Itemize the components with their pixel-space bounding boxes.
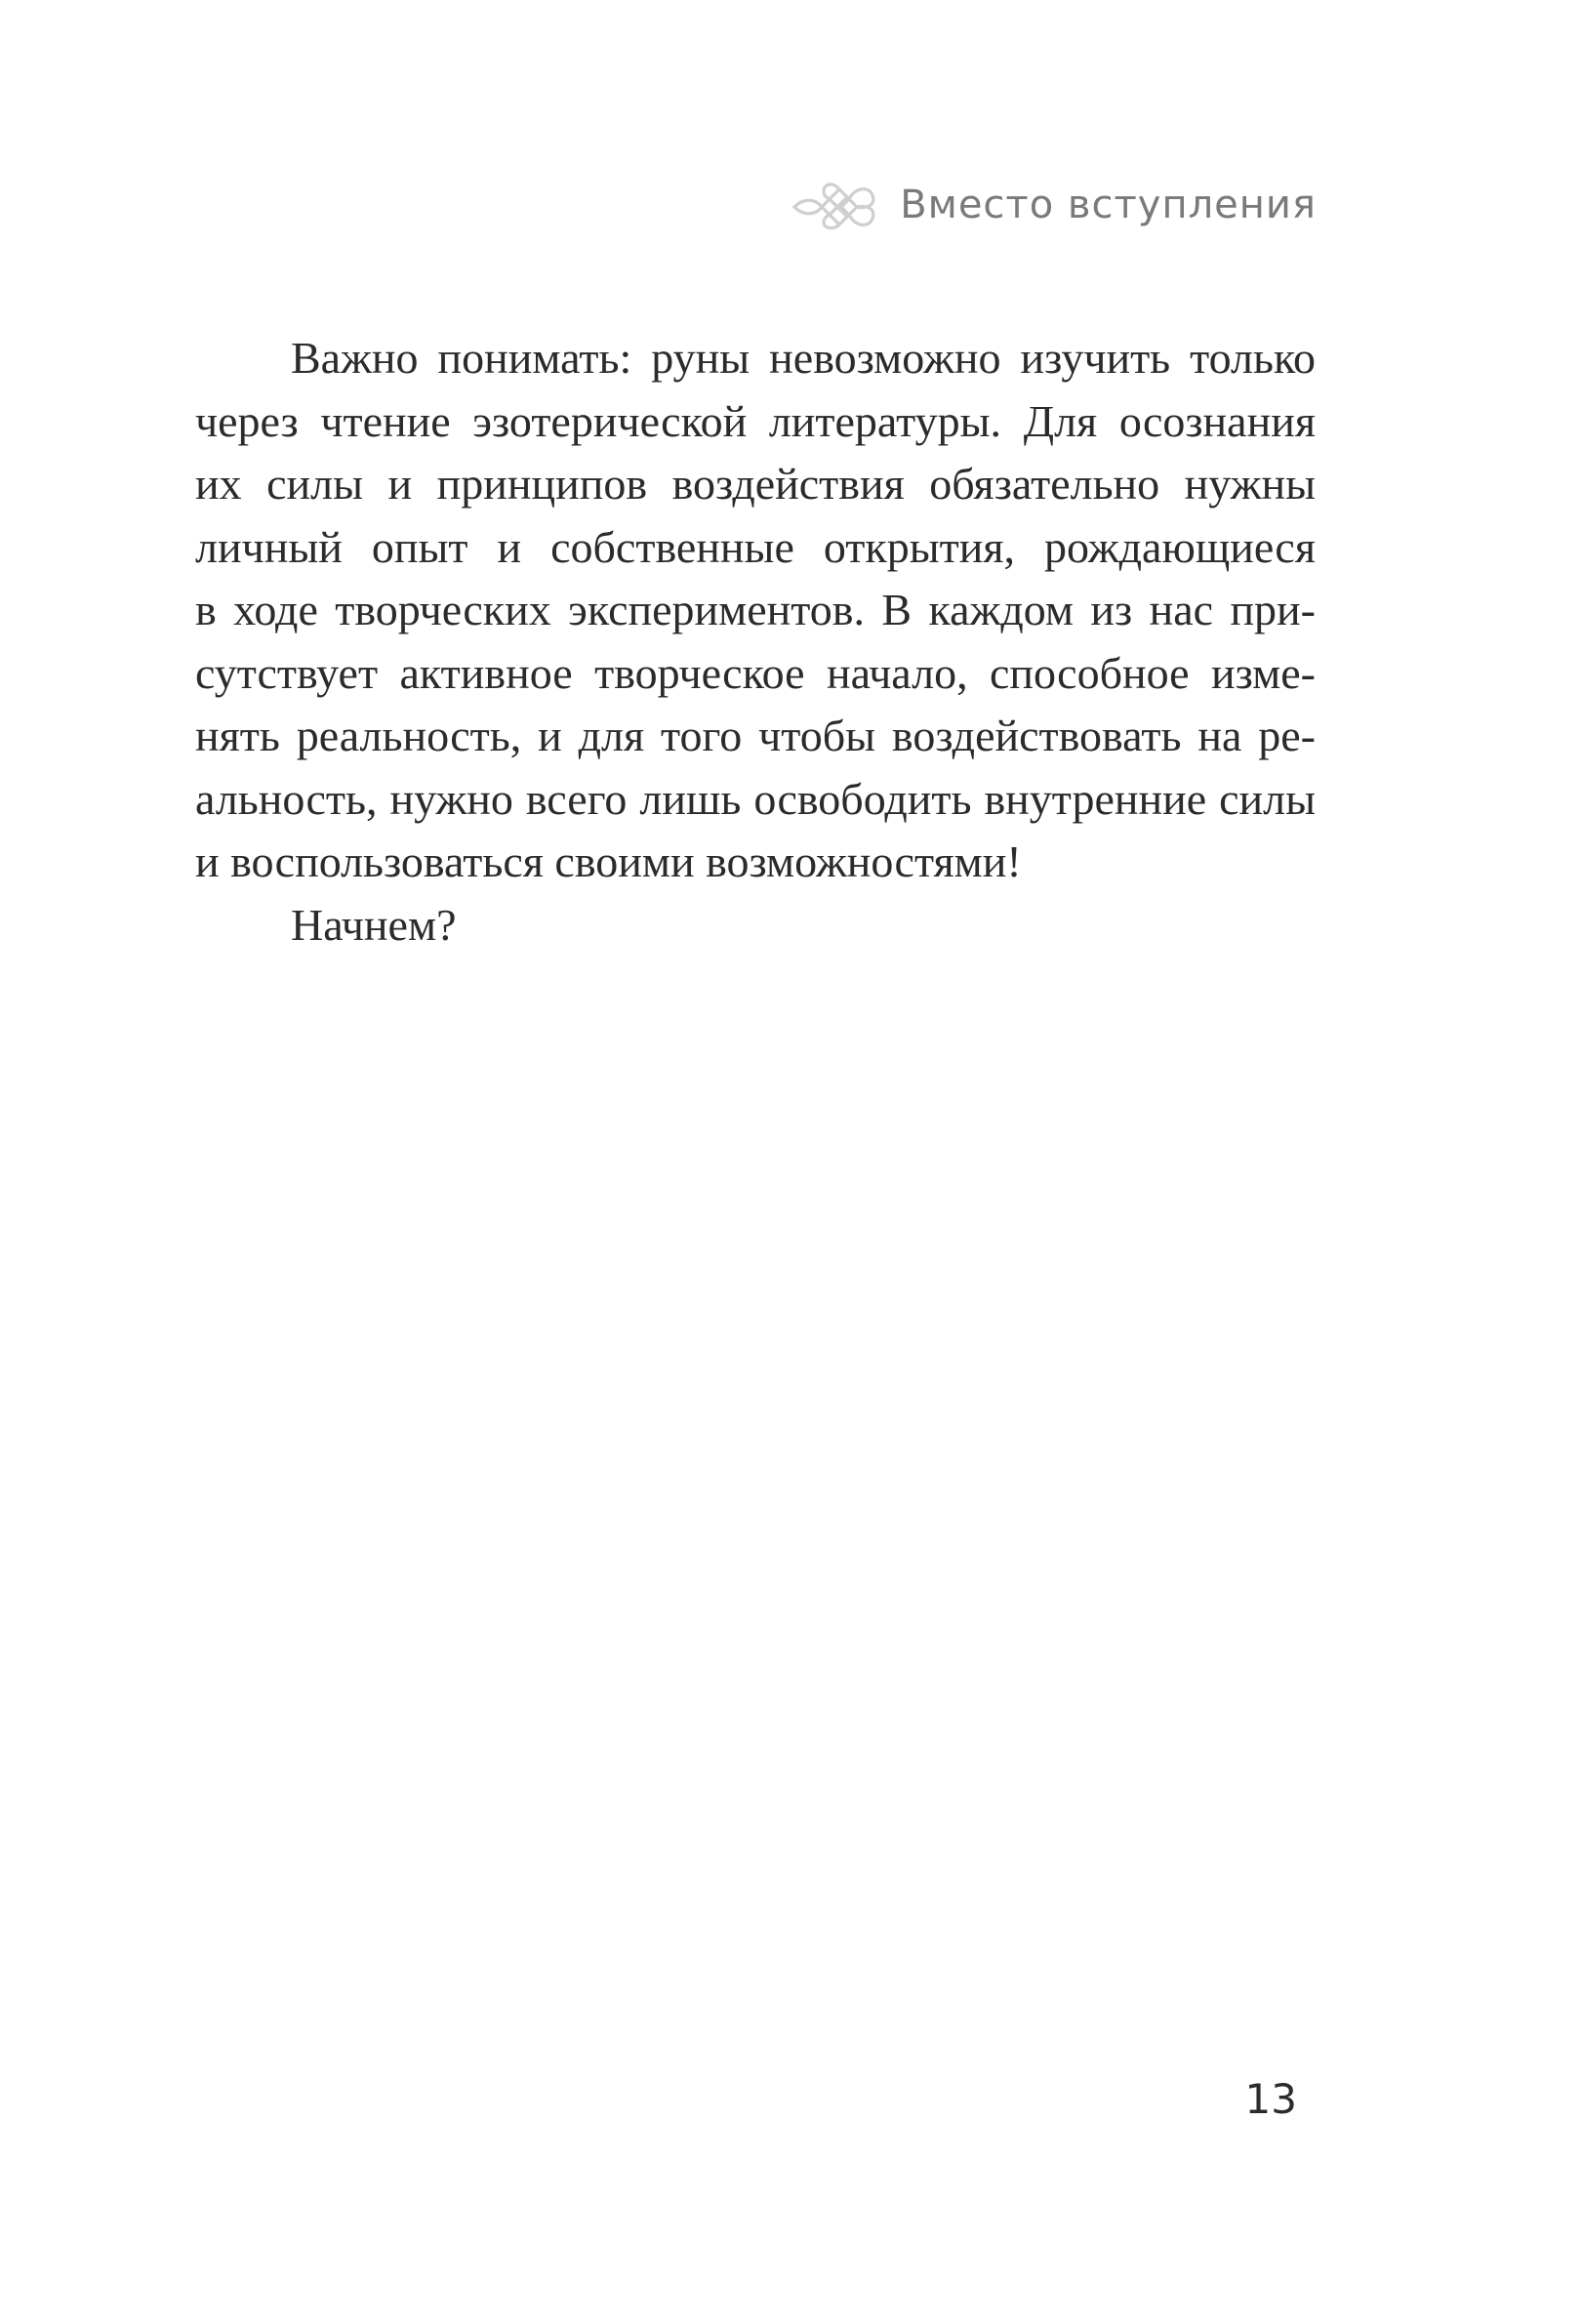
- text-line: альность, нужно всего лишь освободить внутренние силы: [195, 773, 1316, 824]
- text-line: их силы и принципов воздействия обязательно нужны: [195, 459, 1316, 509]
- text-line: и воспользоваться своими возможностями!: [195, 836, 1022, 886]
- text-line: Важно понимать: руны невозможно изучить только: [291, 333, 1316, 383]
- body-text: [195, 327, 1316, 957]
- paragraph: [195, 894, 1316, 958]
- running-header-title: Вместо вступления: [900, 183, 1317, 227]
- paragraph: [195, 327, 1316, 894]
- text-line: сутствует активное творческое начало, способное изме-: [195, 647, 1316, 698]
- running-header: [791, 174, 1317, 236]
- text-line: в ходе творческих экспериментов. В каждом из нас при-: [195, 585, 1316, 634]
- text-line: нять реальность, и для того чтобы воздействовать на ре-: [195, 711, 1316, 760]
- text-line: через чтение эзотерической литературы. Для осознания: [195, 395, 1316, 446]
- text-line: Начнем?: [291, 899, 457, 950]
- page-number: 13: [1244, 2075, 1297, 2123]
- celtic-knot-icon: [791, 178, 878, 232]
- text-line: личный опыт и собственные открытия, рождающиеся: [195, 521, 1316, 572]
